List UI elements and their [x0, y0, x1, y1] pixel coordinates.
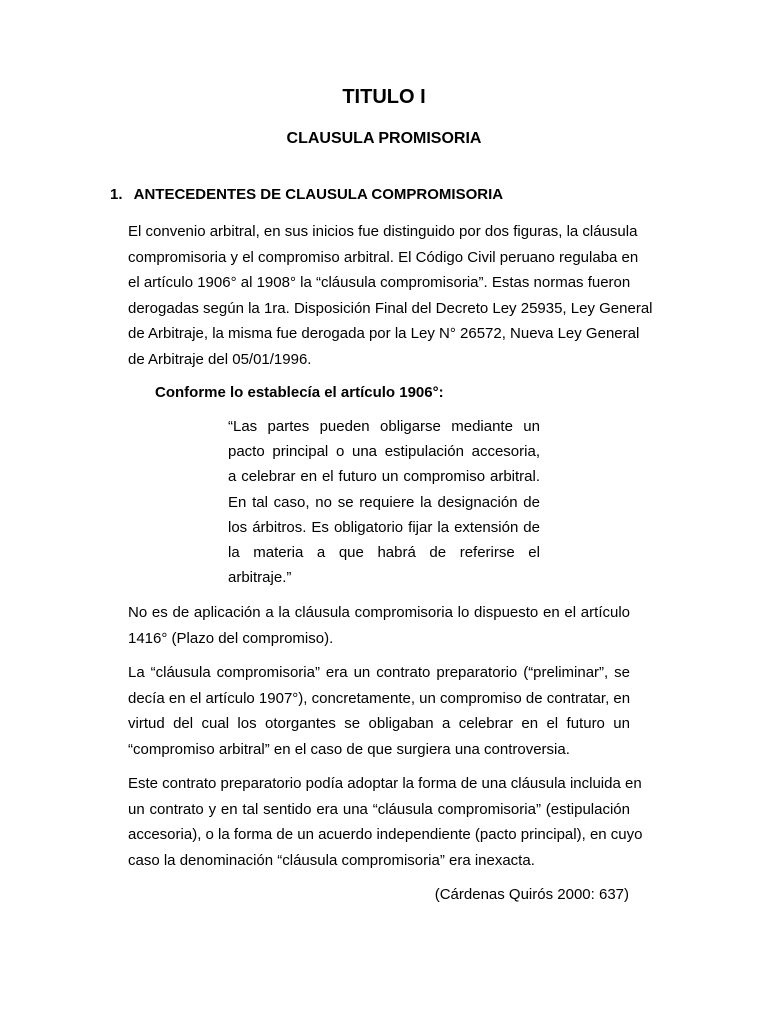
document-title: TITULO I	[342, 86, 426, 108]
paragraph-line: caso la denominación “cláusula compromisoria” era inexacta.	[128, 851, 535, 869]
paragraph-line: El convenio arbitral, en sus inicios fue distinguido por dos figuras, la cláusula	[128, 223, 638, 240]
paragraph-line: 1416° (Plazo del compromiso).	[128, 629, 334, 647]
paragraph-aplicacion	[128, 600, 630, 651]
paragraph-contrato-preparatorio	[128, 660, 630, 762]
paragraph-line: decía en el artículo 1907°), concretamente, un compromiso de contratar, en	[128, 689, 631, 707]
citation: (Cárdenas Quirós 2000: 637)	[434, 886, 629, 903]
paragraph-forma	[128, 771, 643, 873]
quote-lead-in: Conforme lo establecía el artículo 1906°:	[155, 384, 444, 401]
paragraph-line: derogadas según la 1ra. Disposición Final del Decreto Ley 25935, Ley General	[128, 299, 653, 317]
quote-line: a celebrar en el futuro un compromiso arbitral.	[228, 468, 540, 486]
paragraph-line: compromisoria y el compromiso arbitral. El Código Civil peruano regulaba en	[128, 248, 639, 266]
paragraph-line: de Arbitraje del 05/01/1996.	[128, 350, 312, 368]
paragraph-line: de Arbitraje, la misma fue derogada por la Ley N° 26572, Nueva Ley General	[128, 325, 640, 342]
section-heading-text: ANTECEDENTES DE CLAUSULA COMPROMISORIA	[133, 186, 504, 203]
section-number: 1.	[110, 186, 123, 203]
paragraph-line: el artículo 1906° al 1908° la “cláusula compromisoria”. Estas normas fueron	[128, 274, 631, 291]
quote-line: la materia a que habrá de referirse el	[228, 544, 540, 562]
paragraph-line: La “cláusula compromisoria” era un contrato preparatorio (“preliminar”, se	[128, 664, 630, 681]
quote-line: “Las partes pueden obligarse mediante un	[228, 418, 540, 435]
quote-line: pacto principal o una estipulación accesoria,	[228, 443, 540, 461]
section-heading	[110, 184, 503, 206]
paragraph-line: virtud del cual los otorgantes se obligaban a celebrar en el futuro un	[128, 715, 630, 732]
quote-line: En tal caso, no se requiere la designación de	[228, 493, 540, 511]
paragraph-line: “compromiso arbitral” en el caso de que surgiera una controversia.	[128, 740, 570, 758]
paragraph-antecedentes	[128, 219, 653, 372]
quote-line: arbitraje.”	[228, 569, 292, 587]
paragraph-line: No es de aplicación a la cláusula compromisoria lo dispuesto en el artículo	[128, 604, 630, 621]
paragraph-line: un contrato y en tal sentido era una “cláusula compromisoria” (estipulación	[128, 800, 630, 818]
article-quote	[228, 414, 540, 590]
paragraph-line: Este contrato preparatorio podía adoptar la forma de una cláusula incluida en	[128, 775, 642, 792]
paragraph-line: accesoria), o la forma de un acuerdo independiente (pacto principal), en cuyo	[128, 826, 643, 843]
quote-line: los árbitros. Es obligatorio fijar la extensión de	[228, 518, 540, 536]
document-subtitle: CLAUSULA PROMISORIA	[286, 130, 482, 147]
